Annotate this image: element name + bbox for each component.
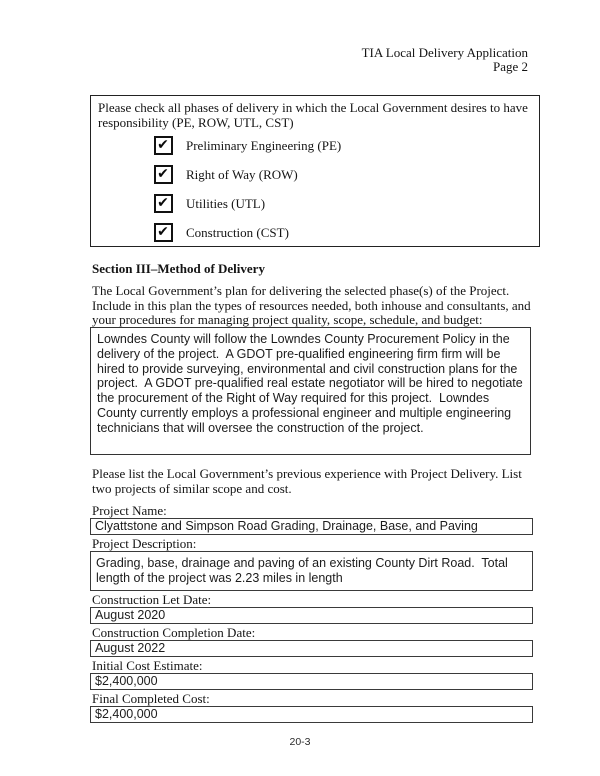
section-heading: Section III–Method of Delivery (92, 261, 265, 276)
field-value-input[interactable]: August 2020 (90, 607, 533, 624)
phases-prompt: Please check all phases of delivery in which the Local Government desires to have responsibility (PE, ROW, UTL, CST) (98, 100, 528, 130)
field-label: Project Description: (92, 536, 197, 551)
checkmark-icon: ✔ (157, 165, 169, 182)
phase-label: Right of Way (ROW) (186, 166, 298, 182)
field-label: Project Name: (92, 503, 167, 518)
checkmark-icon: ✔ (157, 136, 169, 153)
header-page-number: Page 2 (492, 59, 528, 75)
field-label: Construction Let Date: (92, 592, 212, 607)
field-label: Final Completed Cost: (92, 691, 210, 706)
phase-row (154, 224, 532, 241)
footer-page-number: 20-3 (289, 736, 311, 748)
field-value-input[interactable]: $2,400,000 (90, 673, 533, 690)
page-header (362, 46, 528, 74)
phase-checkbox[interactable] (154, 136, 173, 155)
delivery-plan-textbox[interactable]: Lowndes County will follow the Lowndes County Procurement Policy in the delivery of the project. A GDOT pre-qualified engineering firm firm will be hired to provide surveying, environmental and civil construction plans for the project. A GDOT pre-qualified real estate negotiator will be hired to negotiate the procurement of the Right of Way required for this project. Lowndes County currently employs a professional engineer and multiple engineering technicians that will oversee the construction of the project. (90, 327, 531, 455)
phase-row (154, 166, 532, 183)
header-title: TIA Local Delivery Application (361, 45, 528, 60)
phase-checkbox[interactable] (154, 165, 173, 184)
checkmark-icon: ✔ (157, 194, 169, 211)
phase-label: Preliminary Engineering (PE) (186, 137, 342, 153)
phase-checkbox[interactable] (154, 223, 173, 242)
phase-items (154, 137, 532, 241)
phase-label: Utilities (UTL) (186, 195, 266, 211)
phase-label: Construction (CST) (186, 224, 289, 240)
phases-checkbox-section (90, 95, 540, 247)
field-value-input[interactable]: August 2022 (90, 640, 533, 657)
field-value-input[interactable]: Grading, base, drainage and paving of an existing County Dirt Road. Total length of the project was 2.23 miles in length (90, 551, 533, 591)
plan-instructions: The Local Government’s plan for delivering the selected phase(s) of the Project. Include in this plan the types of resources needed, both inhouse and consultants, and your procedures for managing project quality, scope, schedule, and budget: (92, 283, 531, 328)
field-value-input[interactable]: $2,400,000 (90, 706, 533, 723)
phase-row (154, 137, 532, 154)
checkmark-icon: ✔ (157, 223, 169, 240)
phase-row (154, 195, 532, 212)
field-label: Construction Completion Date: (92, 625, 256, 640)
field-label: Initial Cost Estimate: (92, 658, 203, 673)
field-value-input[interactable]: Clyattstone and Simpson Road Grading, Drainage, Base, and Paving (90, 518, 533, 535)
project-fields (90, 504, 533, 725)
experience-prompt: Please list the Local Government’s previous experience with Project Delivery. List two projects of similar scope and cost. (92, 466, 522, 496)
phase-checkbox[interactable] (154, 194, 173, 213)
